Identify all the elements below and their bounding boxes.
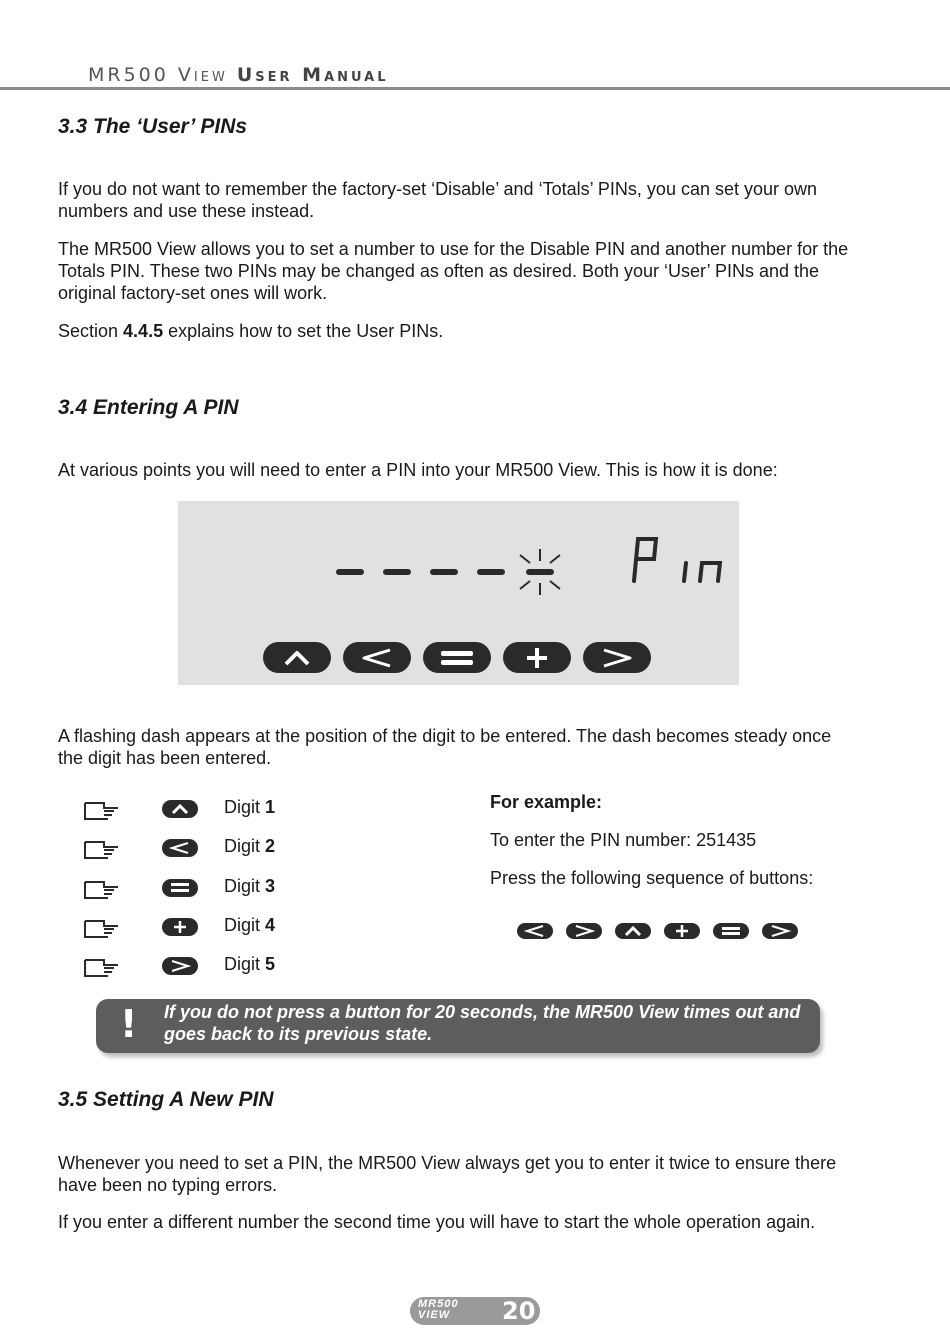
pointing-hand-icon xyxy=(82,915,122,941)
equals-button xyxy=(423,642,491,673)
right-icon xyxy=(566,923,602,939)
up-icon xyxy=(162,800,198,818)
right-icon xyxy=(762,923,798,939)
left-icon xyxy=(162,839,198,857)
up-icon xyxy=(615,923,651,939)
pointing-hand-icon xyxy=(82,836,122,862)
header-rule xyxy=(0,87,950,90)
left-icon xyxy=(360,648,394,668)
legend-row xyxy=(82,836,402,866)
warning-icon: ! xyxy=(120,1002,138,1046)
plus-icon xyxy=(162,918,198,936)
section-3-5-para2: If you enter a different number the second time you will have to start the whole operation again. xyxy=(58,1212,816,1232)
section-reference: 4.4.5 xyxy=(123,321,164,341)
legend-row xyxy=(82,954,402,984)
legend-label: Digit 4 xyxy=(224,915,276,935)
page-number: 20 xyxy=(502,1297,536,1325)
equals-icon xyxy=(713,923,749,939)
plus-icon xyxy=(664,923,700,939)
example-line-1: To enter the PIN number: 251435 xyxy=(490,830,757,850)
pointing-hand-icon xyxy=(82,797,122,823)
section-3-4-para1: At various points you will need to enter a PIN into your MR500 View. This is how it is done: xyxy=(58,460,778,480)
header-manual-label: User Manual xyxy=(236,64,389,86)
plus-button xyxy=(503,642,571,673)
section-3-4-heading: 3.4 Entering A PIN xyxy=(58,396,239,419)
example-line-2: Press the following sequence of buttons: xyxy=(490,868,814,888)
header-product: MR500 View xyxy=(88,64,228,86)
pointing-hand-icon xyxy=(82,876,122,902)
up-icon xyxy=(282,649,312,667)
example-heading: For example: xyxy=(490,792,603,812)
right-icon xyxy=(162,957,198,975)
logo-wordmark: MR500 VIEW xyxy=(418,1298,459,1321)
equals-icon xyxy=(162,879,198,897)
legend-label: Digit 5 xyxy=(224,954,276,974)
manual-header xyxy=(88,64,389,86)
pointing-hand-icon xyxy=(82,954,122,980)
legend-label: Digit 2 xyxy=(224,836,276,856)
legend-row xyxy=(82,797,402,827)
section-3-3-heading: 3.3 The ‘User’ PINs xyxy=(58,115,248,138)
lcd-display-illustration xyxy=(178,501,739,685)
legend-row xyxy=(82,915,402,945)
footer-logo xyxy=(410,1297,540,1325)
plus-icon xyxy=(525,646,549,670)
flashing-dash-icon xyxy=(520,549,560,595)
legend-label: Digit 3 xyxy=(224,876,276,896)
right-button xyxy=(583,642,651,673)
legend-row xyxy=(82,876,402,906)
equals-icon xyxy=(439,649,475,667)
button-sequence xyxy=(517,923,807,941)
section-3-4-para2: A flashing dash appears at the position of the digit to be entered. The dash becomes steady once the digit has been entered. xyxy=(58,726,832,768)
right-icon xyxy=(600,648,634,668)
section-3-3-para1: If you do not want to remember the factory-set ‘Disable’ and ‘Totals’ PINs, you can set your own numbers and use these instead. xyxy=(58,179,818,221)
section-3-3-para2: The MR500 View allows you to set a number to use for the Disable PIN and another number for the Totals PIN. These two PINs may be changed as often as desired. Both your ‘User’ PINs and the original factory-set ones will work. xyxy=(58,239,849,303)
pin-readout-glyphs xyxy=(634,539,720,581)
timeout-note xyxy=(96,999,820,1053)
para3-prefix: Section xyxy=(58,321,124,341)
note-text: If you do not press a button for 20 seconds, the MR500 View times out and goes back to its previous state. xyxy=(164,1002,801,1044)
left-icon xyxy=(517,923,553,939)
section-3-3-para3 xyxy=(58,320,858,342)
legend-label: Digit 1 xyxy=(224,797,276,817)
para3-suffix: explains how to set the User PINs. xyxy=(163,321,444,341)
section-3-5-heading: 3.5 Setting A New PIN xyxy=(58,1088,274,1111)
up-button xyxy=(263,642,331,673)
section-3-5-para1: Whenever you need to set a PIN, the MR500 View always get you to enter it twice to ensure there have been no typing errors. xyxy=(58,1153,837,1195)
left-button xyxy=(343,642,411,673)
